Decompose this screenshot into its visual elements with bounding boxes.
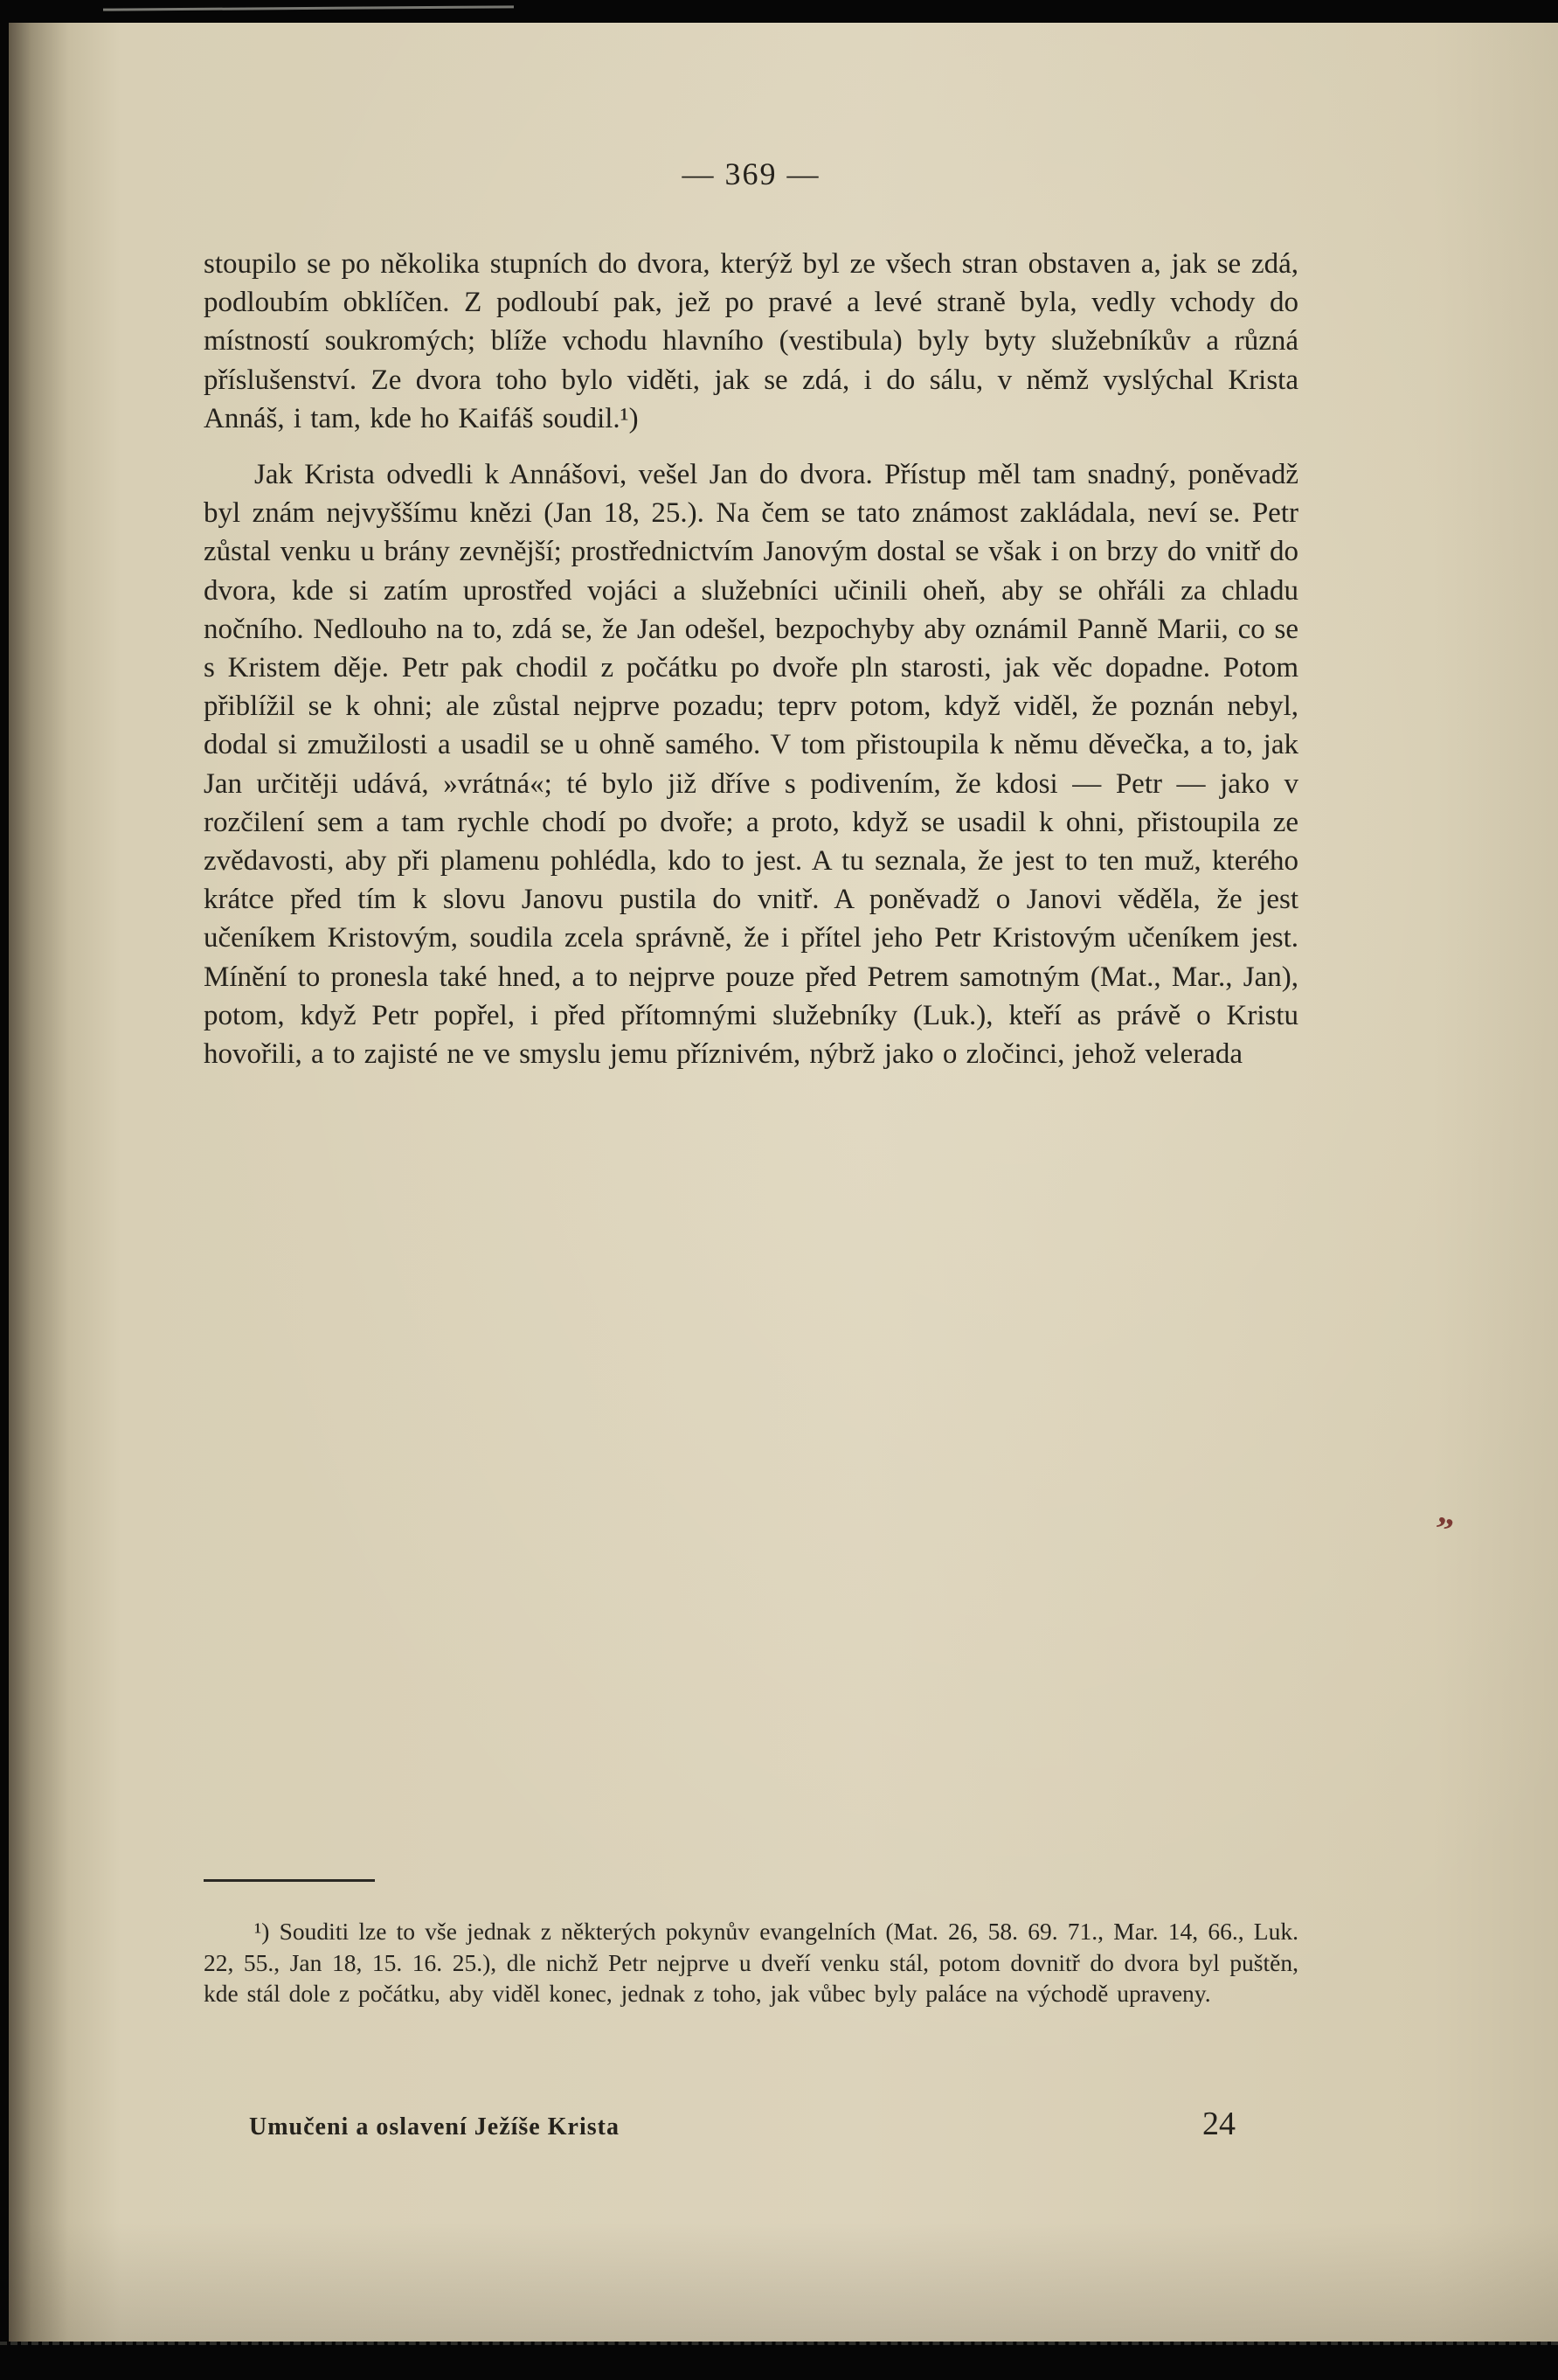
footnote-text: ¹) Souditi lze to vše jednak z některých pokynův evangelních (Mat. 26, 58. 69. 71., Mar. 14, 66., Luk. 22, 55., Jan 18, 15. 16. 25.), dle nichž Petr nejprve u dveří venku stál, potom dovnitř do dvora byl puštěn, kde stál dole z počátku, aby viděl konec, jednak z toho, jak vůbec byly paláce na východě upraveny. xyxy=(204,1918,1298,2007)
page-footer xyxy=(204,2105,1298,2143)
main-text-block xyxy=(204,245,1298,1073)
footnote-divider xyxy=(204,1879,375,1882)
paragraph: stoupilo se po několika stupních do dvora, kterýž byl ze všech stran obstaven a, jak se zdá, podloubím obklíčen. Z podloubí pak, jež po pravé a levé straně byla, vedly vchody do místností soukromých; blíže vchodu hlavního (vestibula) byly byty služebníkův a různá příslušenství. Ze dvora toho bylo viděti, jak se zdá, i do sálu, v němž vyslýchal Krista Annáš, i tam, kde ho Kaifáš soudil.¹) xyxy=(204,248,1298,434)
scan-bottom-edge xyxy=(0,2342,1558,2380)
page-number-header: — 369 — xyxy=(682,156,821,191)
running-title: Umučeni a oslavení Ježíše Krista xyxy=(249,2113,620,2141)
book-binding-edge xyxy=(0,0,9,2380)
page-number-footer: 24 xyxy=(1202,2106,1236,2142)
paragraph: Jak Krista odvedli k Annášovi, vešel Jan do dvora. Přístup měl tam snadný, poněvadž byl znám nejvyššímu knězi (Jan 18, 25.). Na čem se tato známost zakládala, neví se. Petr zůstal venku u brány zevnější; prostřednictvím Janovým dostal se však i on brzy do vnitř do dvora, kde si zatím uprostřed vojáci a služebníci učinili oheň, aby se ohřáli za chladu nočního. Nedlouho na to, zdá se, že Jan odešel, bezpochyby aby oznámil Panně Marii, co se s Kristem děje. Petr pak chodil z počátku po dvoře pln starosti, jak věc dopadne. Potom přiblížil se k ohni; ale zůstal nejprve pozadu; teprv potom, když viděl, že poznán nebyl, dodal si zmužilosti a usadil se u ohně samého. V tom přistoupila k němu děvečka, a to, jak Jan určitěji udává, »vrátná«; té bylo již dříve s podivením, že kdosi — Petr — jako v rozčilení sem a tam rychle chodí po dvoře; a proto, když se usadil k ohni, přistoupila ze zvědavosti, aby při plamenu pohlédla, kdo to jest. A tu seznala, že jest to ten muž, kterého krátce před tím k slovu Janovu pustila do vnitř. A poněvadž o Janovi věděla, že jest učeníkem Kristovým, soudila zcela správně, že i přítel jeho Petr Kristovým učeníkem jest. Mínění to pronesla také hned, a to nejprve pouze před Petrem samotným (Mat., Mar., Jan), potom, když Petr popřel, i před přítomnými služebníky (Luk.), kteří as právě o Kristu hovořili, a to zajisté ne ve smyslu jemu příznivém, nýbrž jako o zločinci, jehož velerada xyxy=(204,459,1298,1071)
scan-top-edge xyxy=(0,0,1558,23)
pen-mark: ” xyxy=(1430,1508,1454,1551)
